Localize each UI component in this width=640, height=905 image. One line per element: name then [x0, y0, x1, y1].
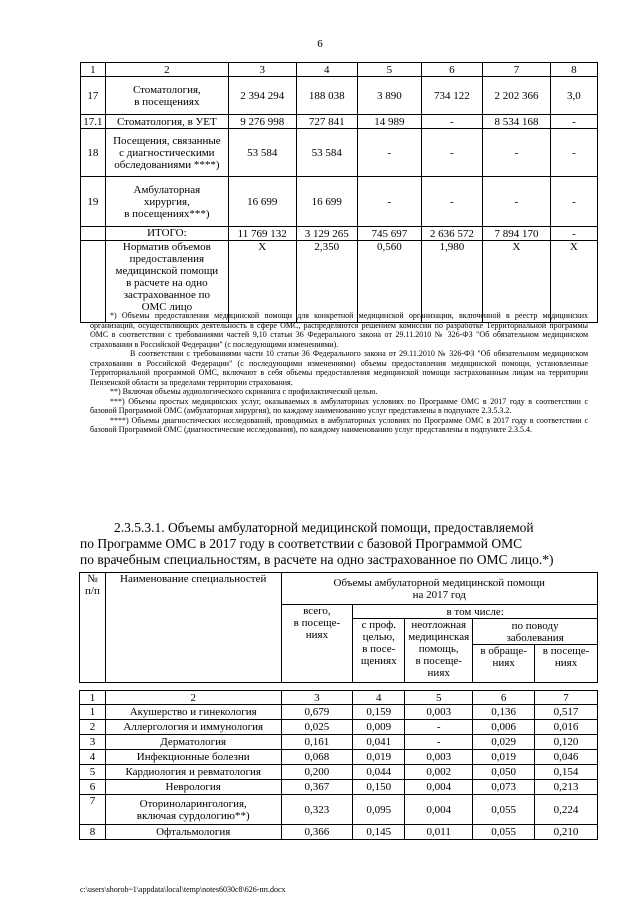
header-disease: по поводу заболевания: [473, 619, 598, 645]
row-value: 1,980: [421, 241, 483, 323]
footnote: В соответствии с требованиями части 10 статьи 36 Федерального закона от 29.11.2010 № 326-ФЗ "Об обязательном медицинском страховании в Российской Федерации" (с последующими изменениями) объемы предоставления медицинской помощи, установленные Территориальной программой ОМС, включают в себя объемы предоставления медицинской помощи застрахованным лицам на территории Пензенской области за пределами территории страхования.: [90, 349, 588, 387]
row-value: 0,019: [353, 750, 405, 765]
row-number: [81, 227, 106, 241]
row-value: 2,350: [296, 241, 358, 323]
header-visits: в посеще- ниях: [535, 645, 598, 683]
row-value: 727 841: [296, 115, 358, 129]
header-no: № п/п: [80, 573, 106, 683]
row-value: 3,0: [550, 77, 597, 115]
table-header-row: [81, 63, 598, 77]
row-value: Х: [483, 241, 551, 323]
row-value: 0,366: [281, 825, 353, 840]
row-value: 0,009: [353, 720, 405, 735]
column-number: 7: [483, 63, 551, 77]
row-value: -: [550, 115, 597, 129]
row-value: 734 122: [421, 77, 483, 115]
row-value: 0,161: [281, 735, 353, 750]
row-value: 16 699: [296, 177, 358, 227]
row-label: Стоматология, в УЕТ: [105, 115, 228, 129]
row-value: 53 584: [228, 129, 296, 177]
row-value: 188 038: [296, 77, 358, 115]
row-number: 17: [81, 77, 106, 115]
row-value: -: [550, 129, 597, 177]
row-number: 2: [80, 720, 106, 735]
row-value: 0,145: [353, 825, 405, 840]
table-row: [81, 129, 598, 177]
header-total: всего, в посеще- ниях: [281, 605, 353, 683]
row-value: 0,019: [473, 750, 535, 765]
row-value: -: [483, 177, 551, 227]
row-value: -: [550, 177, 597, 227]
row-value: 2 394 294: [228, 77, 296, 115]
row-value: 2 202 366: [483, 77, 551, 115]
row-value: 0,046: [535, 750, 598, 765]
column-number: 1: [81, 63, 106, 77]
table-row: [80, 705, 598, 720]
row-value: 0,073: [473, 780, 535, 795]
header-prof: с проф. целью, в посе- щениях: [353, 619, 405, 683]
header-urgent: неотложная медицинская помощь, в посеще- ниях: [405, 619, 473, 683]
row-value: 745 697: [358, 227, 422, 241]
specialty-name: Акушерство и гинекология: [105, 705, 281, 720]
footnotes: [90, 311, 588, 435]
heading-line: по врачебным специальностям, в расчете на одно застрахованное по ОМС лицо.*): [80, 552, 554, 567]
row-value: 0,044: [353, 765, 405, 780]
footnote: **) Включая объемы аудиологического скрининга с профилактической целью.: [110, 387, 378, 396]
row-value: 0,159: [353, 705, 405, 720]
row-value: 3 129 265: [296, 227, 358, 241]
row-value: 2 636 572: [421, 227, 483, 241]
header-including: в том числе:: [353, 605, 598, 619]
row-value: 11 769 132: [228, 227, 296, 241]
row-value: 3 890: [358, 77, 422, 115]
column-number: 6: [421, 63, 483, 77]
row-label: Амбулаторная хирургия, в посещениях***): [105, 177, 228, 227]
row-value: 14 989: [358, 115, 422, 129]
row-value: -: [421, 129, 483, 177]
footnote: ****) Объемы диагностических исследований, проводимых в амбулаторных условиях по Программе ОМС в 2017 году в соответствии с базовой Программой ОМС (диагностические исследования), по каждому наименованию услуг представлены в подпункте 2.3.5.4.: [90, 415, 588, 434]
row-label: Стоматология, в посещениях: [105, 77, 228, 115]
row-value: 0,011: [405, 825, 473, 840]
row-value: 0,095: [353, 795, 405, 825]
row-value: 0,055: [473, 795, 535, 825]
footnote: ***) Объемы простых медицинских услуг, оказываемых в амбулаторных условиях по Программе ОМС в 2017 году в соответствии с базовой Программой ОМС (амбулаторная хирургия), по каждому наименованию услуг представлены в подпункте 2.3.5.3.2.: [90, 396, 588, 415]
row-value: 8 534 168: [483, 115, 551, 129]
row-number: 6: [80, 780, 106, 795]
row-label: ИТОГО:: [105, 227, 228, 241]
row-value: -: [421, 177, 483, 227]
row-value: 7 894 170: [483, 227, 551, 241]
column-number: 6: [473, 691, 535, 705]
row-value: 0,016: [535, 720, 598, 735]
row-value: 0,150: [353, 780, 405, 795]
column-number: 2: [105, 691, 281, 705]
row-value: -: [358, 129, 422, 177]
row-number: 4: [80, 750, 106, 765]
row-number: 5: [80, 765, 106, 780]
row-value: 0,200: [281, 765, 353, 780]
header-appeals: в обраще- ниях: [473, 645, 535, 683]
row-value: 0,029: [473, 735, 535, 750]
row-value: 0,120: [535, 735, 598, 750]
row-value: 0,050: [473, 765, 535, 780]
row-number: 8: [80, 825, 106, 840]
row-value: 0,003: [405, 705, 473, 720]
row-value: 0,136: [473, 705, 535, 720]
row-label: Посещения, связанные с диагностическими обследованиями ****): [105, 129, 228, 177]
header-name: Наименование специальностей: [105, 573, 281, 683]
table-row: [80, 765, 598, 780]
row-value: Х: [550, 241, 597, 323]
row-number: 18: [81, 129, 106, 177]
row-value: 0,213: [535, 780, 598, 795]
column-number: 2: [105, 63, 228, 77]
header-volumes: Объемы амбулаторной медицинской помощи на 2017 год: [281, 573, 598, 605]
column-number: 1: [80, 691, 106, 705]
column-number: 5: [358, 63, 422, 77]
row-number: 1: [80, 705, 106, 720]
page-number: 6: [317, 38, 323, 50]
column-number: 4: [296, 63, 358, 77]
table-row: [80, 825, 598, 840]
row-value: 0,154: [535, 765, 598, 780]
column-number: 4: [353, 691, 405, 705]
row-value: 0,068: [281, 750, 353, 765]
table-row: [80, 750, 598, 765]
row-value: -: [405, 720, 473, 735]
table-row: [80, 780, 598, 795]
row-value: 0,006: [473, 720, 535, 735]
table-row: [80, 735, 598, 750]
row-value: 0,210: [535, 825, 598, 840]
specialty-name: Инфекционные болезни: [105, 750, 281, 765]
column-number: 3: [228, 63, 296, 77]
specialty-name: Оториноларингология, включая сурдологию**): [105, 795, 281, 825]
row-value: 0,004: [405, 795, 473, 825]
row-value: 0,002: [405, 765, 473, 780]
file-path: c:\users\shorob~1\appdata\local\temp\notes6030c8\626-пп.docx: [80, 885, 286, 894]
row-value: -: [358, 177, 422, 227]
row-number: 3: [80, 735, 106, 750]
row-value: 0,517: [535, 705, 598, 720]
row-number: 17.1: [81, 115, 106, 129]
table-row: [81, 227, 598, 241]
row-value: 0,041: [353, 735, 405, 750]
column-number: 5: [405, 691, 473, 705]
table-specialties: [79, 572, 598, 840]
row-value: 0,323: [281, 795, 353, 825]
row-value: -: [421, 115, 483, 129]
row-value: 0,679: [281, 705, 353, 720]
row-value: 53 584: [296, 129, 358, 177]
row-number: 19: [81, 177, 106, 227]
row-value: 0,367: [281, 780, 353, 795]
specialty-name: Офтальмология: [105, 825, 281, 840]
table-row: [81, 115, 598, 129]
column-number: 7: [535, 691, 598, 705]
table-row: [80, 720, 598, 735]
heading-line: по Программе ОМС в 2017 году в соответствии с базовой Программой ОМС: [80, 536, 523, 551]
row-label: Норматив объемов предоставления медицинской помощи в расчете на одно застрахованное по ОМС лицо: [105, 241, 228, 323]
specialty-name: Дерматология: [105, 735, 281, 750]
table-header-row: [80, 691, 598, 705]
specialty-name: Неврология: [105, 780, 281, 795]
row-value: 0,025: [281, 720, 353, 735]
table-volumes-summary: [80, 62, 598, 323]
row-value: 9 276 998: [228, 115, 296, 129]
row-value: 0,004: [405, 780, 473, 795]
heading-line: 2.3.5.3.1. Объемы амбулаторной медицинской помощи, предоставляемой: [114, 520, 534, 535]
row-value: -: [550, 227, 597, 241]
row-number: 7: [80, 795, 106, 825]
table-row: [81, 77, 598, 115]
column-number: 3: [281, 691, 353, 705]
row-value: -: [483, 129, 551, 177]
row-value: 0,055: [473, 825, 535, 840]
row-value: 16 699: [228, 177, 296, 227]
column-number: 8: [550, 63, 597, 77]
specialty-name: Аллергология и иммунология: [105, 720, 281, 735]
table-row: [80, 795, 598, 825]
specialty-name: Кардиология и ревматология: [105, 765, 281, 780]
row-value: Х: [228, 241, 296, 323]
table-row: [81, 177, 598, 227]
row-value: -: [405, 735, 473, 750]
footnote: *) Объемы предоставления медицинской помощи для конкретной медицинской организации, включенной в реестр медицинских организаций, осуществляющих деятельность в сфере ОМС, распределяются решением комиссии по разработке Территориальной программы ОМС в соответствии с требованиями частей 9,10 статьи 36 Федерального закона от 29.11.2010 № 326-ФЗ "Об обязательном медицинском страховании в Российской Федерации" (с последующими изменениями).: [90, 311, 588, 349]
row-value: 0,003: [405, 750, 473, 765]
section-heading: [80, 520, 598, 568]
row-value: 0,224: [535, 795, 598, 825]
row-value: 0,560: [358, 241, 422, 323]
